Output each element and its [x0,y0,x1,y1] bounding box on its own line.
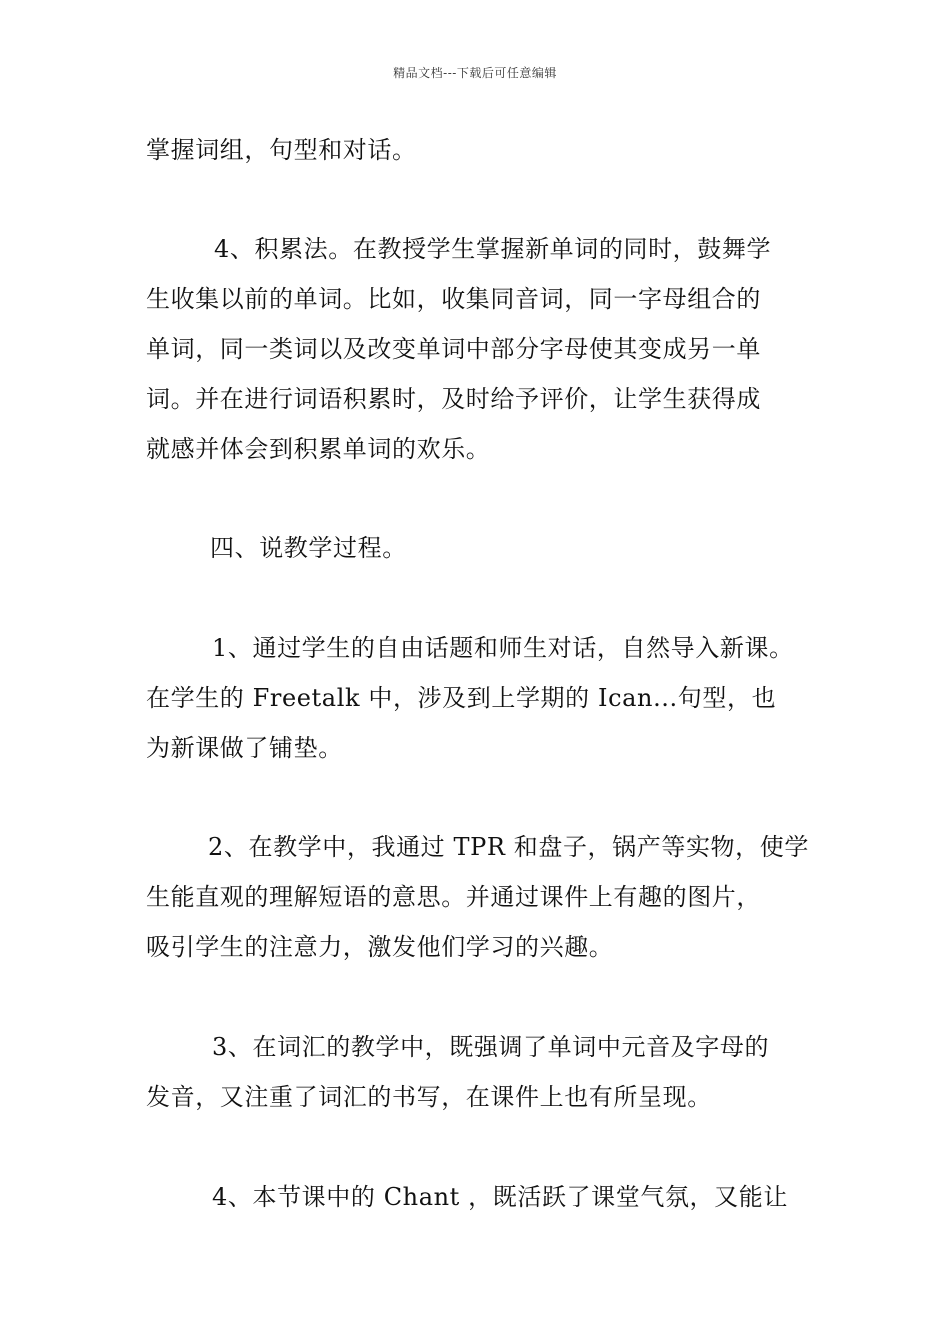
text-line: 生收集以前的单词。比如，收集同音词，同一字母组合的 [146,285,761,313]
text-line: 在学生的 Freetalk 中，涉及到上学期的 Ican...句型，也 [146,684,777,712]
page-header: 精品文档---下载后可任意编辑 [393,66,557,80]
text-line: 1、通过学生的自由话题和师生对话，自然导入新课。 [212,634,794,662]
text-line: 4、积累法。在教授学生掌握新单词的同时，鼓舞学 [214,235,772,263]
text-line: 单词，同一类词以及改变单词中部分字母使其变成另一单 [146,335,761,363]
text-line: 词。并在进行词语积累时，及时给予评价，让学生获得成 [146,385,761,413]
text-line: 就感并体会到积累单词的欢乐。 [146,435,491,463]
text-line: 4、本节课中的 Chant ，既活跃了课堂气氛，又能让 [212,1183,788,1211]
text-line: 掌握词组，句型和对话。 [146,136,417,164]
text-line: 为新课做了铺垫。 [146,734,343,762]
section-heading: 四、说教学过程。 [210,534,407,562]
text-line: 3、在词汇的教学中，既强调了单词中元音及字母的 [212,1033,770,1061]
text-line: 2、在教学中，我通过 TPR 和盘子，锅产等实物，使学 [208,833,809,861]
text-line: 生能直观的理解短语的意思。并通过课件上有趣的图片， [146,883,761,911]
text-line: 吸引学生的注意力，激发他们学习的兴趣。 [146,933,614,961]
text-line: 发音，又注重了词汇的书写，在课件上也有所呈现。 [146,1083,712,1111]
